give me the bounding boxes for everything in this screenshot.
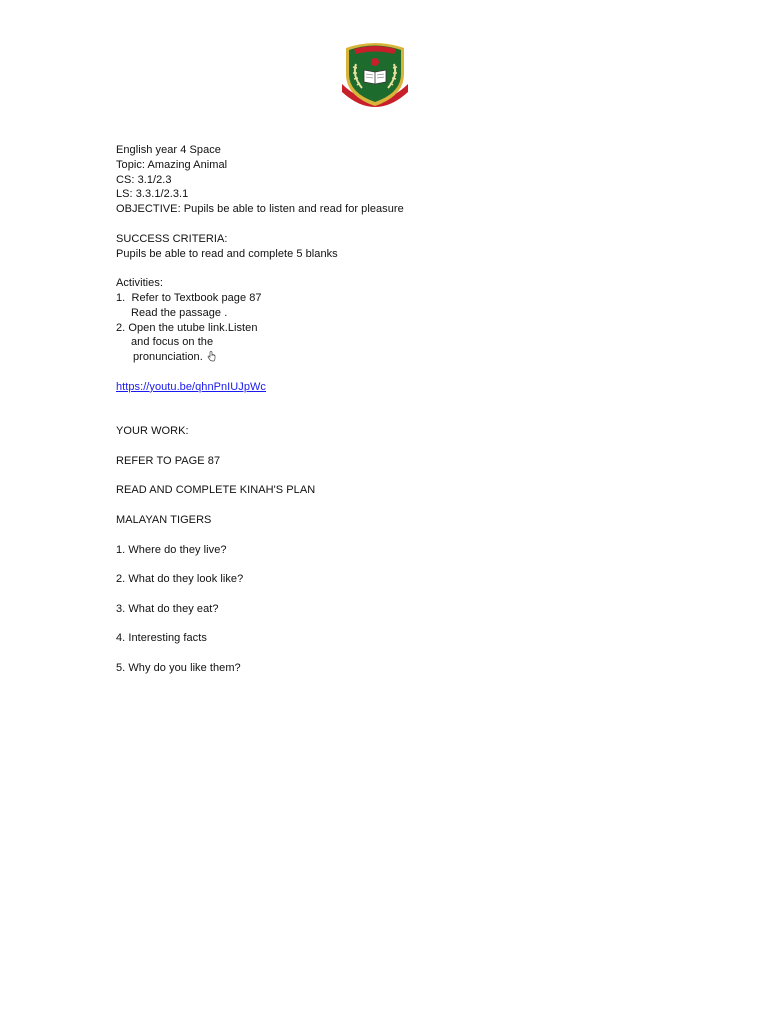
- topic-line: Topic: Amazing Animal: [116, 158, 228, 171]
- activity-step-2: 2. Open the utube link.Listen: [116, 321, 258, 334]
- activity-step-2-detail: and focus on the: [131, 336, 214, 349]
- question-1: 1. Where do they live?: [116, 543, 227, 556]
- question-4: 4. Interesting facts: [116, 632, 207, 645]
- spacer: [116, 409, 676, 424]
- spacer: [116, 469, 676, 484]
- activity-step-1-detail: Read the passage .: [131, 306, 228, 319]
- activities-heading: Activities:: [116, 277, 164, 290]
- success-criteria-heading: SUCCESS CRITERIA:: [116, 232, 228, 245]
- spacer: [116, 557, 676, 572]
- spacer: [116, 617, 676, 632]
- school-crest-logo: [338, 40, 412, 112]
- success-criteria-text: Pupils be able to read and complete 5 blanks: [116, 247, 338, 260]
- spacer: [116, 528, 676, 543]
- activity-step-2-detail-2: [116, 350, 676, 365]
- spacer: [116, 395, 676, 410]
- document-body: [116, 143, 676, 676]
- spacer: [116, 646, 676, 661]
- your-work-heading: YOUR WORK:: [116, 425, 189, 438]
- spacer: [116, 365, 676, 380]
- spacer: [116, 439, 676, 454]
- question-3: 3. What do they eat?: [116, 602, 219, 615]
- cs-line: CS: 3.1/2.3: [116, 173, 172, 186]
- activity-step-1: 1. Refer to Textbook page 87: [116, 291, 262, 304]
- youtube-link[interactable]: https://youtu.be/qhnPnIUJpWc: [116, 380, 266, 393]
- ls-line: LS: 3.3.1/2.3.1: [116, 188, 189, 201]
- objective-line: OBJECTIVE: Pupils be able to listen and read for pleasure: [116, 203, 404, 216]
- pointing-hand-icon: [207, 351, 216, 362]
- pronunciation-text: pronunciation.: [133, 351, 203, 364]
- spacer: [116, 587, 676, 602]
- spacer: [116, 217, 676, 232]
- subject-line: English year 4 Space: [116, 144, 221, 156]
- refer-page-line: REFER TO PAGE 87: [116, 454, 221, 467]
- instruction-line: READ AND COMPLETE KINAH'S PLAN: [116, 484, 316, 497]
- spacer: [116, 261, 676, 276]
- spacer: [116, 498, 676, 513]
- question-2: 2. What do they look like?: [116, 573, 244, 586]
- animal-heading: MALAYAN TIGERS: [116, 513, 212, 526]
- question-5: 5. Why do you like them?: [116, 661, 241, 674]
